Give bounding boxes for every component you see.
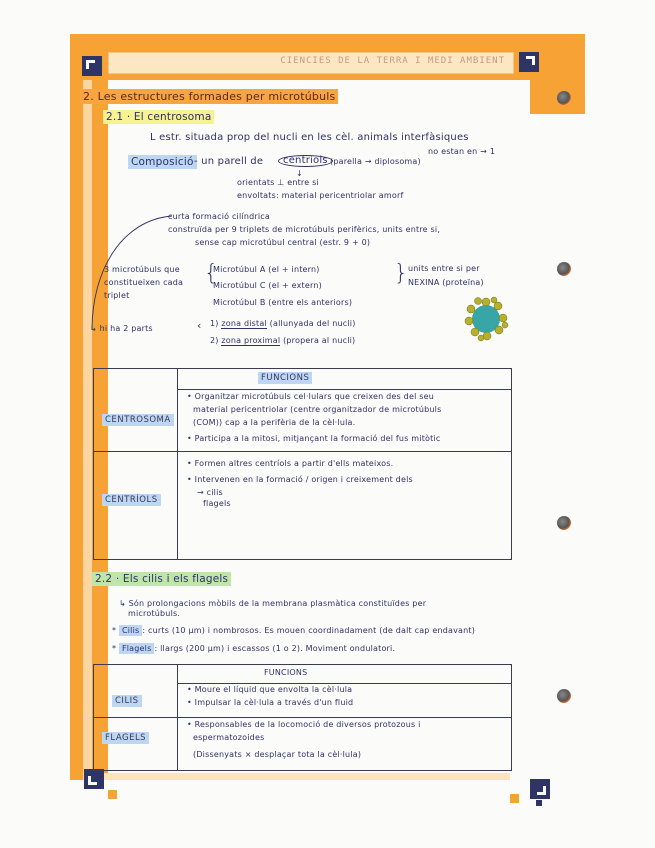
- table2-row1-line1: • Moure el líquid que envolta la cèl·lula: [187, 685, 353, 694]
- table1-row2-line3: → cilis: [197, 488, 223, 497]
- binder-hole-icon: [557, 262, 571, 276]
- table1-row2-label: CENTRÍOLS: [102, 495, 161, 505]
- composition-text-b: (parella → diplosoma): [330, 157, 421, 166]
- subsection-title-centrosome: 2.1 · El centrosoma: [103, 112, 214, 123]
- table2-header: FUNCIONS: [264, 668, 308, 677]
- parts-arrow-icon: ‹: [197, 319, 202, 332]
- envelope-text: envoltats: material pericentriolar amorf: [237, 191, 404, 200]
- parts-lead: ↳ hi ha 2 parts: [90, 324, 153, 333]
- cilia-description: * Cilis : curts (10 µm) i nombrosos. Es mouen coordinadament (de dalt cap endavant): [112, 626, 476, 635]
- table1-row2-line2: • Intervenen en la formació / origen i creixement dels: [187, 475, 413, 484]
- triplet-line-2: constitueixen cada: [104, 278, 184, 287]
- centrioles-circled: centriols: [278, 155, 333, 167]
- table1-row1-label: CENTROSOMA: [102, 415, 174, 425]
- cilia-definition-2: microtúbuls.: [128, 609, 181, 618]
- flagella-description: * Flagels : llargs (200 µm) i escassos (1 o 2). Moviment ondulatori.: [112, 644, 396, 653]
- table2-row2-line2: espermatozoides: [193, 733, 265, 742]
- table2-row2-line1: • Responsables de la locomoció de diversos protozous i: [187, 720, 421, 729]
- centrosome-note: no estan en → 1: [428, 147, 496, 156]
- binder-hole-icon: [557, 689, 571, 703]
- composition-label: Composició: [128, 157, 197, 168]
- table1-row1-line2: material pericentriolar (centre organitzador de microtúbuls: [193, 405, 442, 414]
- triplet-line-1: 3 microtúbuls que: [104, 265, 180, 274]
- cilia-definition-1: ↳ Són prolongacions mòbils de la membrana plasmàtica constituïdes per: [119, 599, 427, 608]
- corner-mark-top-left-icon: [82, 56, 102, 76]
- section-title: 2. Les estructures formades per microtúbuls: [80, 91, 338, 102]
- corner-mark-bottom-right-icon: [530, 779, 550, 799]
- down-arrow-icon: ↓: [296, 169, 303, 178]
- part-2: 2) zona proximal (propera al nucli): [210, 336, 356, 345]
- centriole-cross-section-icon: [461, 294, 511, 344]
- centrosome-definition: L estr. situada prop del nucli en les cèl. animals interfàsiques: [150, 132, 469, 143]
- navy-dot-icon: [536, 800, 542, 806]
- microtubule-c: Microtúbul C (el + extern): [213, 281, 322, 290]
- nexin-line-1: units entre si per: [408, 264, 480, 273]
- left-brace-icon: {: [204, 261, 219, 286]
- header-field: [108, 52, 514, 74]
- cylinder-line-2: construïda per 9 triplets de microtúbuls perifèrics, units entre si,: [168, 225, 441, 234]
- table1-row2-line4: flagels: [203, 499, 231, 508]
- connector-arrow-icon: [82, 210, 182, 340]
- triplet-line-3: triplet: [104, 291, 130, 300]
- header-field-text: CIENCIES DE LA TERRA I MEDI AMBIENT: [280, 56, 505, 66]
- table2-row1-label: CILIS: [112, 696, 142, 706]
- binder-hole-icon: [557, 516, 571, 530]
- subsection-title-cilia: 2.2 · Els cilis i els flagels: [92, 574, 231, 585]
- table2-row1-line2: • Impulsar la cèl·lula a través d'un fluid: [187, 698, 354, 707]
- table1-row2-line1: • Formen altres centríols a partir d'ells mateixos.: [187, 459, 394, 468]
- table2-row2-line3: (Dissenyats × desplaçar tota la cèl·lula): [193, 750, 362, 759]
- table2-row2-label: FLAGELS: [102, 733, 149, 743]
- composition-text-a: - un parell de: [194, 156, 264, 167]
- orange-square-icon: [108, 790, 117, 799]
- corner-mark-bottom-left-icon: [84, 769, 104, 789]
- table1-row1-line3: (COM)) cap a la perifèria de la cèl·lula.: [193, 418, 356, 427]
- nexin-line-2: NEXINA (proteïna): [408, 278, 484, 287]
- orange-square-icon: [510, 794, 519, 803]
- table1-header: FUNCIONS: [258, 374, 312, 383]
- part-1: 1) zona distal (allunyada del nucli): [210, 319, 356, 328]
- right-brace-icon: }: [394, 261, 409, 286]
- left-margin-strip: [83, 80, 92, 780]
- cylinder-line-1: curta formació cilíndrica: [168, 212, 270, 221]
- table1-row1-line4: • Participa a la mitosi, mitjançant la formació del fus mitòtic: [187, 434, 441, 443]
- microtubule-a: Microtúbul A (el + intern): [213, 265, 320, 274]
- cylinder-line-3: sense cap microtúbul central (estr. 9 + 0): [195, 238, 371, 247]
- orientation-text: orientats ⊥ entre si: [237, 178, 319, 187]
- corner-mark-top-right-icon: [519, 52, 539, 72]
- table1-row1-line1: • Organitzar microtúbuls cel·lulars que creixen des del seu: [187, 392, 434, 401]
- bottom-margin-strip: [90, 773, 510, 780]
- binder-hole-icon: [557, 91, 571, 105]
- microtubule-b: Microtúbul B (entre els anteriors): [213, 298, 353, 307]
